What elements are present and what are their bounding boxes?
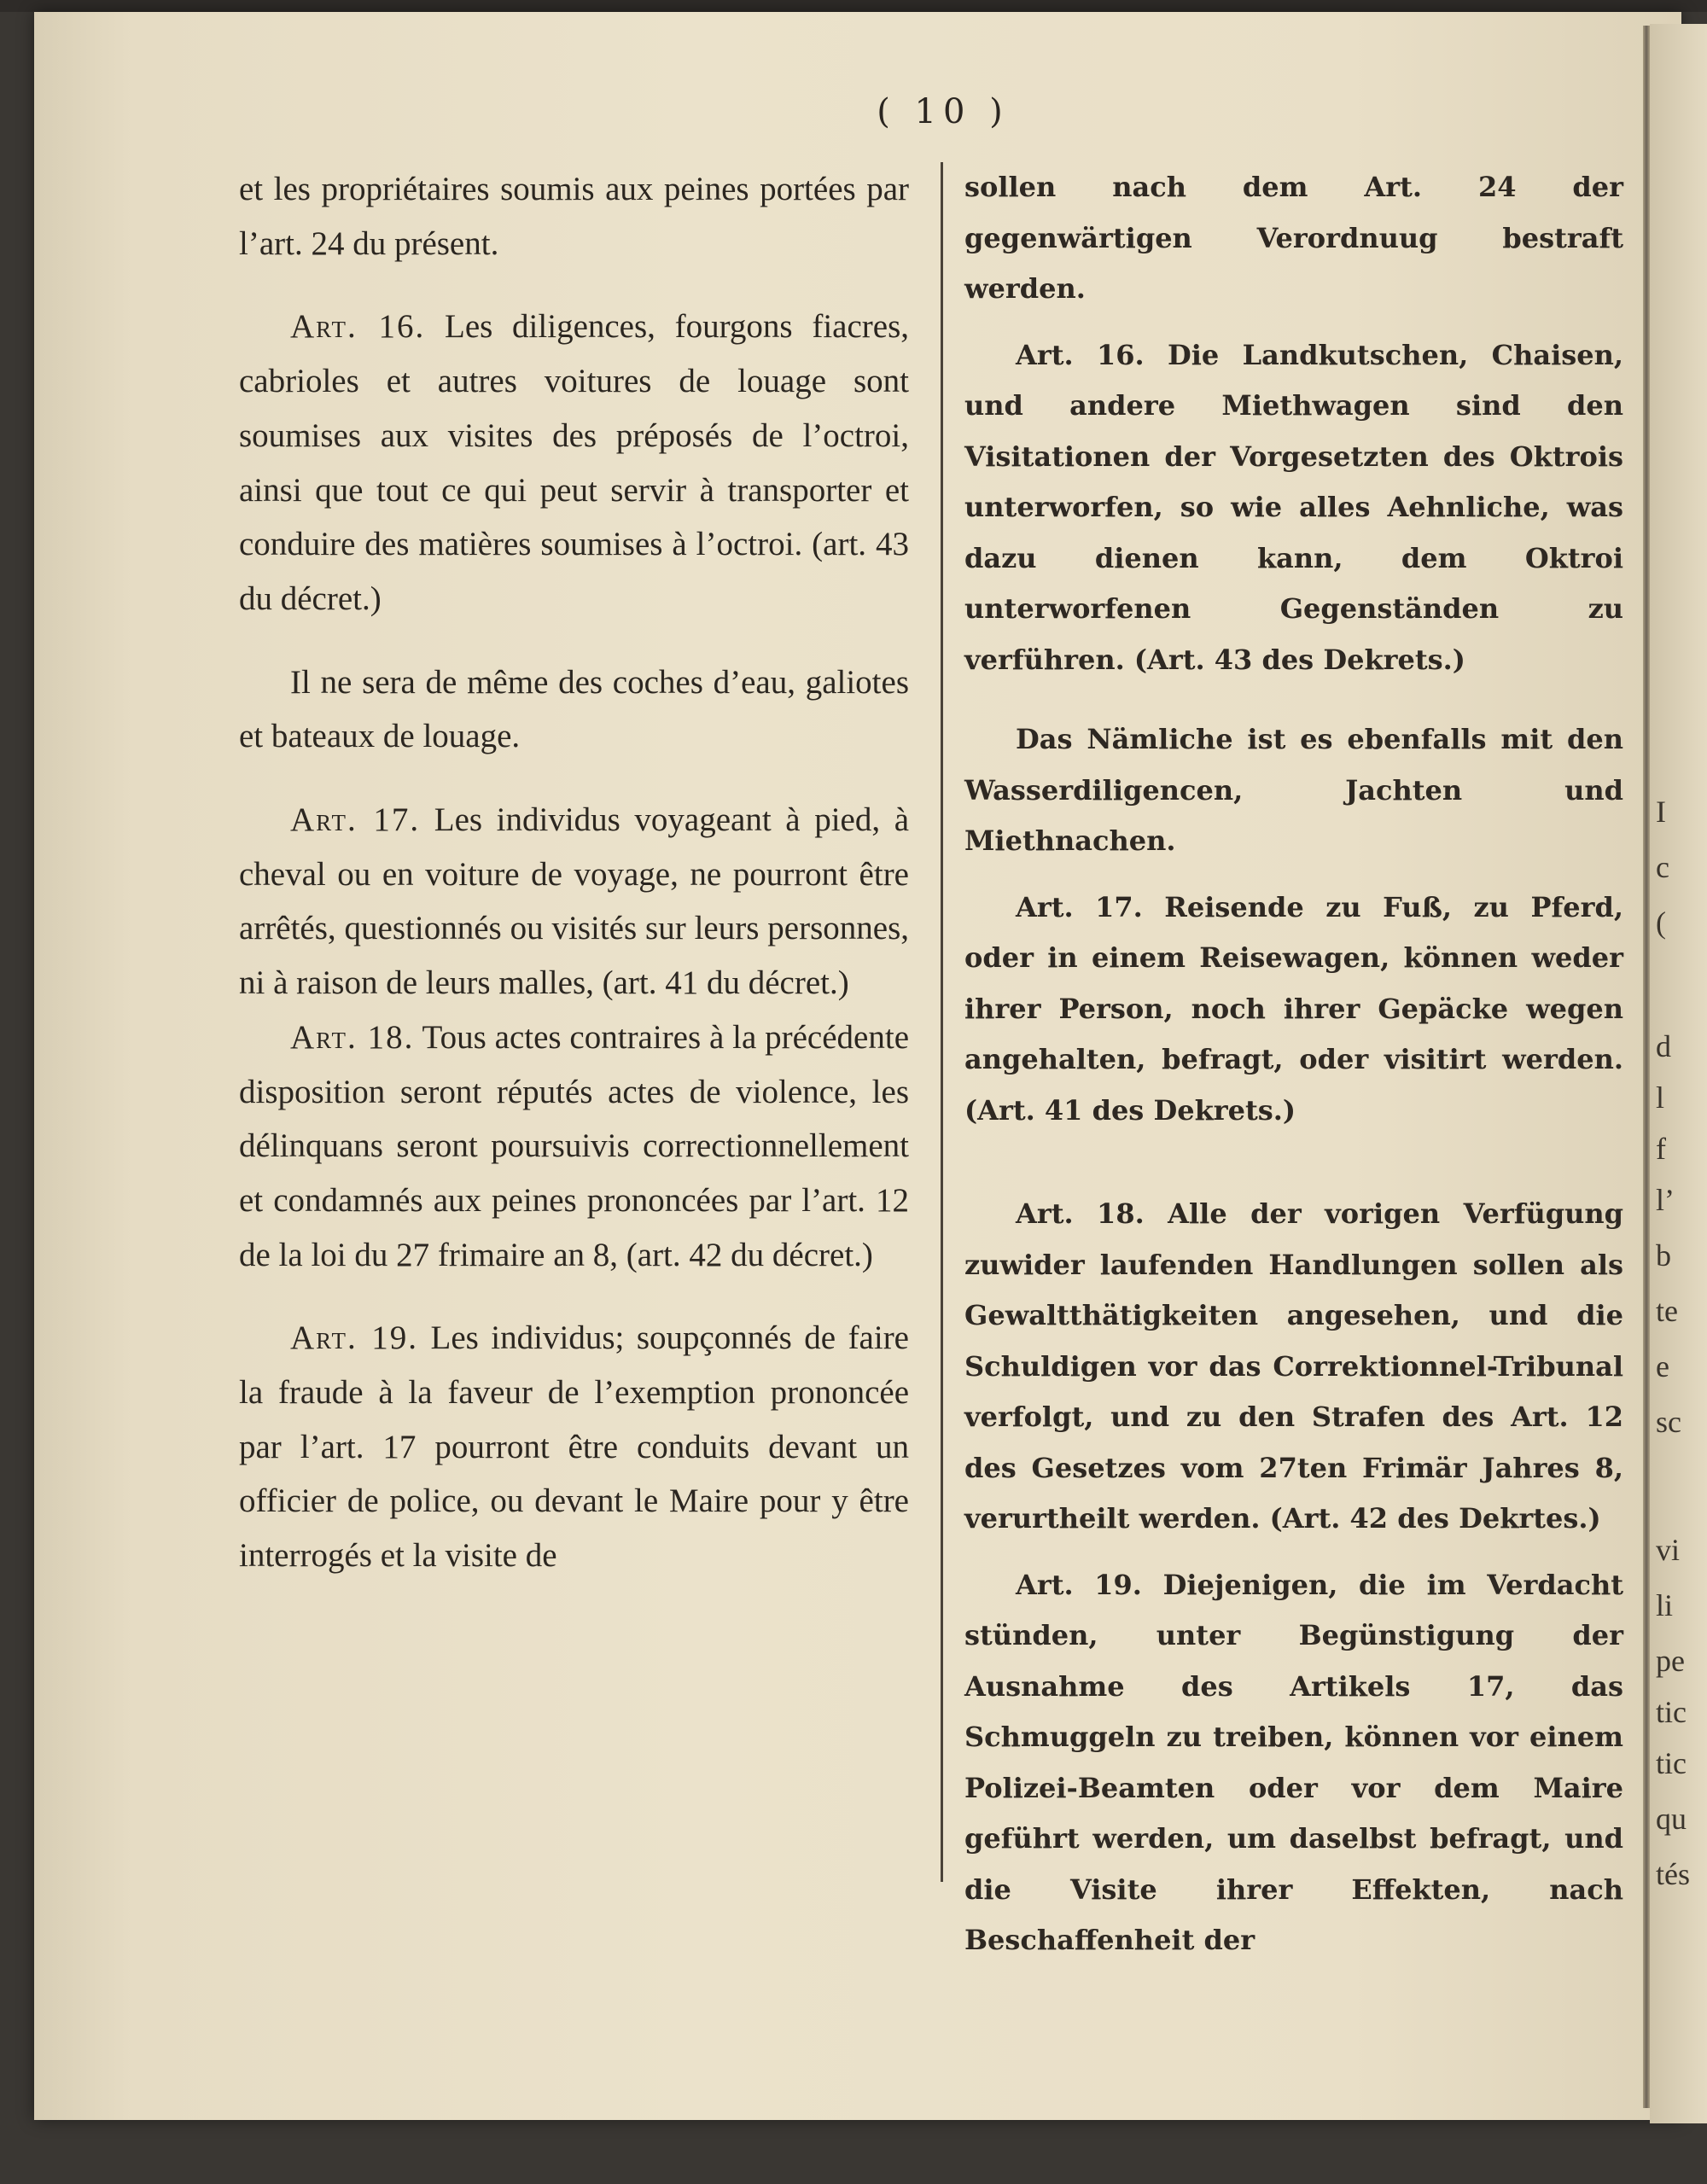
article-text: Les individus; soupçonnés de faire la fraude à la faveur de l’exemption prononcée par l’art. 17 pourront être conduits devant un officier de police, ou devant le Maire pour y être interrogés et la visite de bbox=[239, 1319, 909, 1575]
adjacent-fragment: e bbox=[1656, 1349, 1669, 1383]
adjacent-fragment: vi bbox=[1656, 1533, 1681, 1567]
adjacent-fragment: te bbox=[1656, 1294, 1678, 1328]
adjacent-fragment: sc bbox=[1656, 1405, 1681, 1439]
page-number: ( 10 ) bbox=[877, 92, 1010, 131]
german-article-16: Art. 16. Die Landkutschen, Chaisen, und andere Miethwagen sind den Visitationen der Vorgesetzten des Oktrois unterworfen, so wie alles Aehnliche, was dazu dienen kann, dem Oktroi unterworfenen Gegenständen zu verführen. (Art. 43 des Dekrets.) bbox=[964, 338, 1623, 676]
adjacent-fragment: f bbox=[1656, 1132, 1666, 1166]
adjacent-fragment: tés bbox=[1656, 1857, 1690, 1891]
column-divider-rule bbox=[941, 162, 943, 1882]
adjacent-fragment: qu bbox=[1656, 1802, 1687, 1836]
article-label: Art. 18. bbox=[290, 1018, 415, 1056]
article-text: Les individus voyageant à pied, à cheval ou en voiture de voyage, ne pourront être arrêtés, questionnés ou visités sur leurs personnes, ni à raison de leurs malles, (art. 41 du décret.) bbox=[239, 801, 910, 1002]
article-label: Art. 16. bbox=[290, 308, 426, 346]
article-label: Art. 19. bbox=[290, 1319, 419, 1357]
adjacent-fragment: l bbox=[1656, 1080, 1665, 1115]
adjacent-fragment: d bbox=[1656, 1029, 1671, 1063]
adjacent-fragment: pe bbox=[1656, 1644, 1685, 1678]
french-column bbox=[239, 162, 909, 1583]
german-article-19: Art. 19. Diejenigen, die im Verdacht stünden, unter Begünstigung der Ausnahme des Artikels 17, das Schmuggeln zu treiben, können vor einem Polizei-Beamten oder vor dem Maire geführt werden, um daselbst befragt, und die Visite ihrer Effekten, nach Beschaffenheit der bbox=[964, 1568, 1623, 1956]
french-article-19 bbox=[239, 1311, 909, 1583]
french-article-16 bbox=[239, 300, 909, 626]
german-column bbox=[964, 162, 1623, 1966]
french-article-18 bbox=[239, 1010, 909, 1283]
german-article-17: Art. 17. Reisende zu Fuß, zu Pferd, oder in einem Reisewagen, können weder ihrer Person, noch ihrer Gepäcke wegen angehalten, befragt, oder visitirt werden. (Art. 41 des Dekrets.) bbox=[964, 890, 1623, 1127]
adjacent-fragment: li bbox=[1656, 1588, 1674, 1622]
article-text: Tous actes contraires à la précédente disposition seront réputés actes de violence, les délinquans seront poursuivis correctionnellement et condamnés aux peines prononcées par l’art. 12 de la loi du 27 frimaire an 8, (art. 42 du décret.) bbox=[239, 1018, 910, 1273]
german-paragraph-continuation: sollen nach dem Art. 24 der gegenwärtigen Verordnuug bestraft werden. bbox=[964, 171, 1623, 305]
adjacent-fragment: tic bbox=[1656, 1746, 1687, 1780]
adjacent-fragment: ( bbox=[1656, 906, 1666, 940]
adjacent-fragment: c bbox=[1656, 850, 1669, 884]
adjacent-fragment: b bbox=[1656, 1238, 1671, 1273]
article-label: Art. 17. bbox=[290, 801, 421, 839]
german-article-18: Art. 18. Alle der vorigen Verfügung zuwider laufenden Handlungen sollen als Gewaltthätigkeiten angesehen, und die Schuldigen vor das Correktionnel-Tribunal verfolgt, und zu den Strafen des Art. 12 des Gesetzes vom 27ten Frimär Jahres 8, verurtheilt werden. (Art. 42 des Dekrtes.) bbox=[964, 1197, 1623, 1535]
german-paragraph-wasserdiligencen: Das Nämliche ist es ebenfalls mit den Wasserdiligencen, Jachten und Miethnachen. bbox=[964, 723, 1623, 857]
french-paragraph-coches: Il ne sera de même des coches d’eau, galiotes et bateaux de louage. bbox=[239, 663, 909, 755]
adjacent-fragment: I bbox=[1656, 795, 1666, 829]
adjacent-fragment: l’ bbox=[1656, 1183, 1675, 1217]
page-gutter-fold bbox=[1643, 26, 1650, 2108]
adjacent-fragment: tic bbox=[1656, 1695, 1687, 1729]
article-text: Les diligences, fourgons fiacres, cabrioles et autres voitures de louage sont soumises aux visites des préposés de l’octroi, ainsi que tout ce qui peut servir à transporter et conduire des matières soumises à l’octroi. (art. 43 du décret.) bbox=[239, 308, 909, 617]
french-paragraph-continuation: et les propriétaires soumis aux peines portées par l’art. 24 du présent. bbox=[239, 171, 909, 262]
french-article-17 bbox=[239, 793, 909, 1010]
scanner-background-strip bbox=[0, 0, 1707, 12]
